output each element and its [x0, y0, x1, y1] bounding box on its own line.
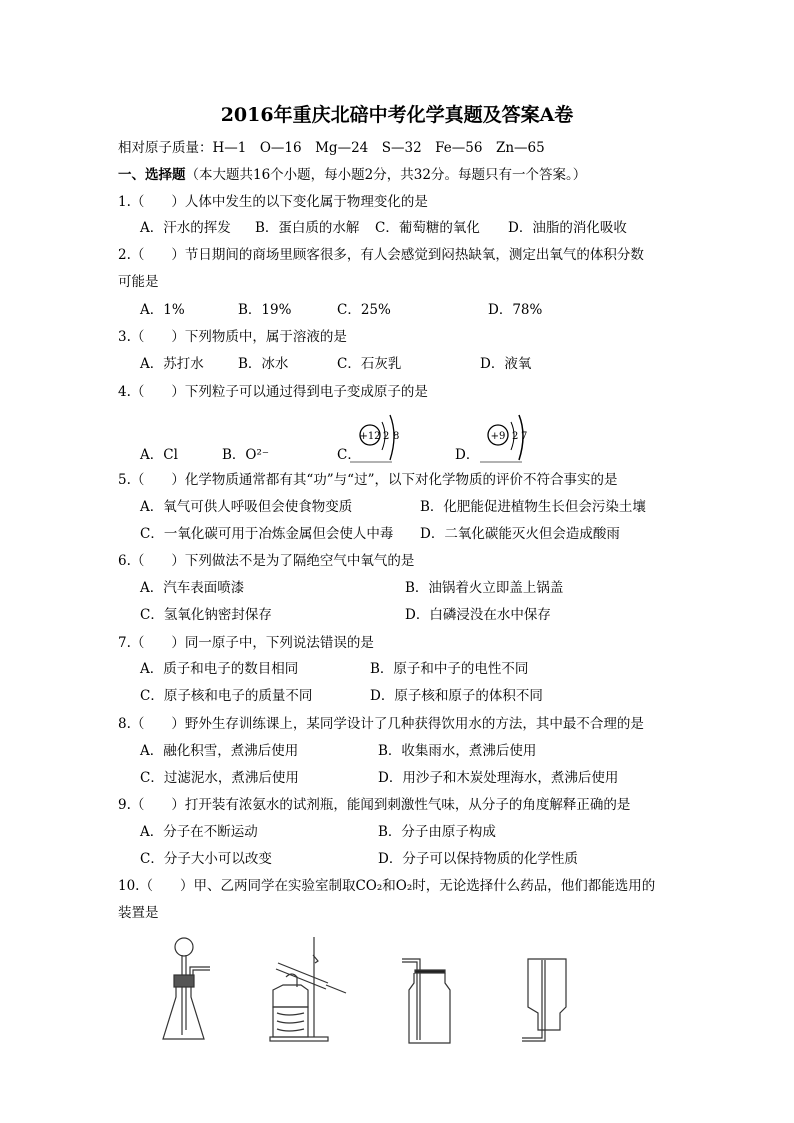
question-9-stem: 9.（ ）打开装有浓氨水的试剂瓶，能闻到刺激性气味，从分子的角度解释正确的是: [118, 797, 631, 813]
option: B．蛋白质的水解: [255, 220, 360, 236]
question-2-stem-cont: 可能是: [118, 274, 159, 290]
question-2-stem: 2.（ ）节日期间的商场里顾客很多，有人会感觉到闷热缺氧，测定出氧气的体积分数: [118, 247, 644, 263]
question-4-stem: 4.（ ）下列粒子可以通过得到电子变成原子的是: [118, 384, 428, 400]
option: B．化肥能促进植物生长但会污染土壤: [420, 499, 646, 515]
section-heading-line: [118, 166, 586, 184]
question-7-stem: 7.（ ）同一原子中，下列说法错误的是: [118, 635, 374, 651]
shell-2: 7: [521, 431, 528, 442]
option: C．过滤泥水，煮沸后使用: [140, 770, 299, 786]
option: D．二氧化碳能灭火但会造成酸雨: [420, 526, 620, 542]
option: D．油脂的消化吸收: [508, 220, 627, 236]
section-note: （本大题共16个小题，每小题2分，共32分。每题只有一个答案。）: [185, 167, 587, 183]
option: B．油锅着火立即盖上锅盖: [405, 580, 564, 596]
document-title: 2016年重庆北碚中考化学真题及答案A卷: [220, 104, 574, 126]
option: A．氧气可供人呼吸但会使食物变质: [140, 499, 353, 515]
option: B．19%: [238, 302, 292, 318]
option: B．分子由原子构成: [378, 824, 496, 840]
option: C．: [337, 447, 361, 463]
option: C．石灰乳: [337, 356, 402, 372]
nucleus-charge: +12: [359, 431, 381, 442]
question-5-stem: 5.（ ）化学物质通常都有其“功”与“过”，以下对化学物质的评价不符合事实的是: [118, 472, 618, 488]
option: A．汽车表面喷漆: [140, 580, 245, 596]
option: A．分子在不断运动: [140, 824, 258, 840]
question-3-stem: 3.（ ）下列物质中，属于溶液的是: [118, 329, 347, 345]
option: A．融化积雪，煮沸后使用: [140, 743, 299, 759]
inverted-bottle-apparatus: [520, 955, 575, 1045]
option: D．78%: [488, 302, 543, 318]
option: C．原子核和电子的质量不同: [140, 688, 313, 704]
option: A．Cl: [140, 447, 178, 463]
question-10-stem: 10.（ ）甲、乙两同学在实验室制取CO₂和O₂时，无论选择什么药品，他们都能选用的: [118, 878, 656, 894]
gas-collecting-bottle-apparatus: [400, 955, 455, 1045]
test-tube-heating-apparatus: [268, 935, 353, 1045]
option: A．质子和电子的数目相同: [140, 661, 299, 677]
option: B．原子和中子的电性不同: [370, 661, 529, 677]
shell-1: 2: [383, 431, 390, 442]
atom-diagram-c: [350, 410, 410, 465]
section-heading: 一、选择题: [118, 167, 186, 183]
option: B．收集雨水，煮沸后使用: [378, 743, 537, 759]
option: C．一氧化碳可用于冶炼金属但会使人中毒: [140, 526, 394, 542]
atom-diagram-d: [480, 410, 540, 465]
question-6-stem: 6.（ ）下列做法不是为了隔绝空气中氧气的是: [118, 553, 415, 569]
question-8-stem: 8.（ ）野外生存训练课上，某同学设计了几种获得饮用水的方法，其中最不合理的是: [118, 716, 644, 732]
shell-1: 2: [512, 431, 519, 442]
option: D．液氧: [480, 356, 532, 372]
option: A．汗水的挥发: [140, 220, 231, 236]
option: C．分子大小可以改变: [140, 851, 272, 867]
option: D．: [455, 447, 480, 463]
option: C．氢氧化钠密封保存: [140, 607, 272, 623]
option: C．25%: [337, 302, 391, 318]
option: B．冰水: [238, 356, 289, 372]
shell-2: 8: [393, 431, 400, 442]
question-10-stem-cont: 装置是: [118, 905, 159, 921]
option: D．分子可以保持物质的化学性质: [378, 851, 578, 867]
question-1-stem: 1.（ ）人体中发生的以下变化属于物理变化的是: [118, 194, 428, 210]
nucleus-charge: +9: [490, 431, 506, 442]
atomic-mass-line: 相对原子质量：H—1 O—16 Mg—24 S—32 Fe—56 Zn—65: [118, 140, 545, 156]
erlenmeyer-flask-apparatus: [160, 935, 215, 1045]
option: D．白磷浸没在水中保存: [405, 607, 551, 623]
option: D．原子核和原子的体积不同: [370, 688, 543, 704]
option: A．1%: [140, 302, 185, 318]
option: B．O²⁻: [222, 447, 270, 463]
option: A．苏打水: [140, 356, 204, 372]
option: D．用沙子和木炭处理海水，煮沸后使用: [378, 770, 619, 786]
option: C．葡萄糖的氧化: [375, 220, 480, 236]
